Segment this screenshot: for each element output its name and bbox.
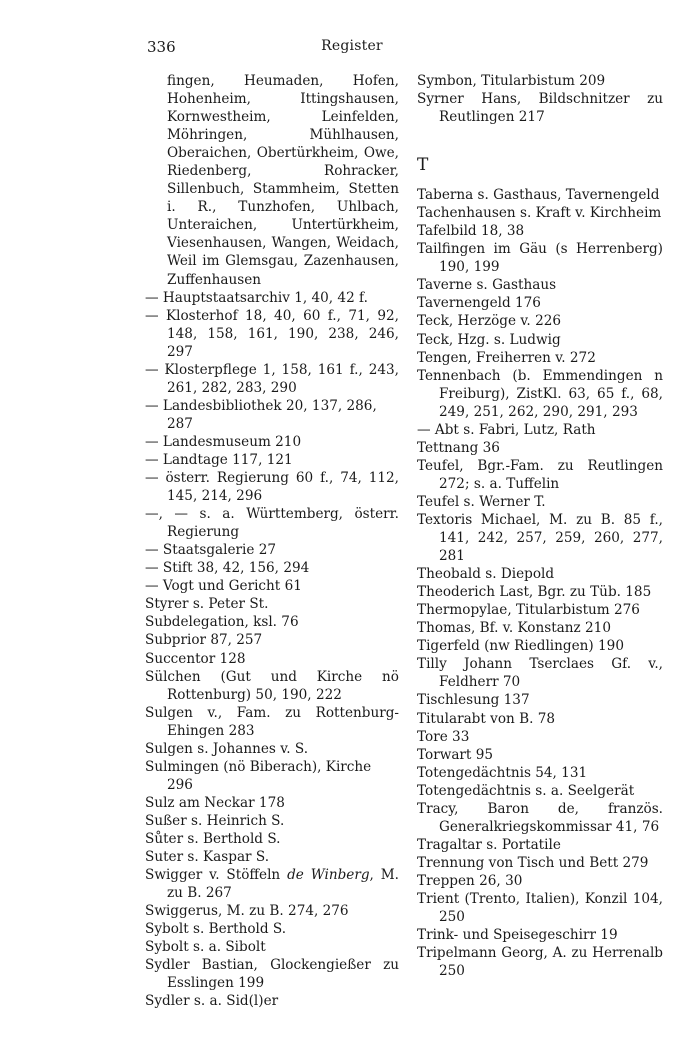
index-entry: — Klosterhof 18, 40, 60 f., 71, 92, 148, 158, 161, 190, 238, 246, 297 — [145, 307, 399, 360]
index-entry: Tragaltar s. Portatile — [417, 836, 561, 853]
index-entry: Sydler s. a. Sid(l)er — [145, 993, 279, 1010]
index-entry: — Hauptstaatsarchiv 1, 40, 42 f. — [145, 289, 368, 306]
index-entry: Subprior 87, 257 — [145, 632, 263, 649]
index-entry: — Landesmuseum 210 — [145, 433, 302, 450]
page-header — [147, 38, 557, 58]
index-entry: Sydler Bastian, Glockengießer zu Esslingen 199 — [145, 957, 399, 992]
index-entry: Trient (Trento, Italien), Konzil 104, 250 — [417, 890, 663, 926]
index-entry: Thermopylae, Titularbistum 276 — [417, 602, 640, 619]
index-entry: Subdelegation, ksl. 76 — [145, 614, 299, 631]
index-entry: — Vogt und Gericht 61 — [145, 578, 302, 595]
index-entry: Teufel, Bgr.-Fam. zu Reutlingen 272; s. a. Tuffelin — [417, 457, 663, 492]
index-entry: fingen, Heumaden, Hofen, Hohenheim, Ittingshausen, Kornwestheim, Leinfelden, Möhringen, Mühlhausen, Oberaichen, Obertürkheim, Owe, Riedenberg, Rohracker, Sillenbuch, Stammheim, Stetten i. R., Tunzhofen, Uhlbach, Unteraichen, Untertürkheim, Viesenhausen, Wangen, Weidach, Weil im Glemsgau, Zazenhausen, Zuffenhausen — [167, 73, 399, 288]
index-entry: Totengedächtnis s. a. Seelgerät — [417, 782, 635, 799]
index-entry: Tigerfeld (nw Riedlingen) 190 — [417, 638, 624, 655]
index-entry: — österr. Regierung 60 f., 74, 112, 145, 214, 296 — [145, 470, 399, 505]
entry-text: , M. zu B. 267 — [167, 867, 399, 902]
index-entry: Titularabt von B. 78 — [417, 710, 556, 727]
index-entry: — Landesbibliothek 20, 137, 286, 287 — [145, 397, 377, 432]
index-entry: Theoderich Last, Bgr. zu Tüb. 185 — [417, 584, 652, 601]
index-entry: Trink- und Speisegeschirr 19 — [417, 927, 618, 944]
index-entry: — Staatsgalerie 27 — [145, 542, 277, 559]
index-entry: Sulgen s. Johannes v. S. — [145, 740, 309, 757]
index-entry: Taverne s. Gasthaus — [417, 277, 557, 294]
index-entry: Teufel s. Werner T. — [417, 493, 546, 510]
index-entry: Sulmingen (nö Biberach), Kirche 296 — [145, 758, 372, 793]
index-entry: Succentor 128 — [145, 650, 246, 667]
page-number: 336 — [147, 38, 176, 56]
index-entry: Sülchen (Gut und Kirche nö Rottenburg) 50, 190, 222 — [145, 668, 399, 703]
index-entry: Tailfingen im Gäu (s Herrenberg) 190, 199 — [417, 241, 663, 276]
index-entry: Sulz am Neckar 178 — [145, 794, 285, 811]
index-entry: Trennung von Tisch und Bett 279 — [417, 854, 649, 871]
index-entry: — Klosterpflege 1, 158, 161 f., 243, 261, 282, 283, 290 — [145, 361, 399, 396]
entry-italic-text: de Winberg — [287, 867, 370, 884]
index-column-right — [417, 72, 663, 980]
index-entry: Treppen 26, 30 — [417, 872, 523, 889]
index-entry: Tischlesung 137 — [417, 692, 530, 709]
index-entry — [145, 866, 399, 902]
index-entry: Sůter s. Berthold S. — [145, 830, 281, 847]
index-entry: Styrer s. Peter St. — [145, 596, 269, 613]
index-entry: Tachenhausen s. Kraft v. Kirchheim — [417, 205, 662, 222]
index-entry: Tennenbach (b. Emmendingen n Freiburg), ZistKl. 63, 65 f., 68, 249, 251, 262, 290, 291, 293 — [417, 367, 663, 420]
index-entry: Textoris Michael, M. zu B. 85 f., 141, 242, 257, 259, 260, 277, 281 — [417, 511, 663, 565]
index-entry: Tracy, Baron de, französ. Generalkriegskommissar 41, 76 — [417, 800, 663, 835]
index-entry: Theobald s. Diepold — [417, 566, 555, 583]
index-column-left — [145, 72, 399, 1010]
index-entry: Syrner Hans, Bildschnitzer zu Reutlingen 217 — [417, 91, 663, 126]
index-entry: —, — s. a. Württemberg, österr. Regierung — [145, 506, 399, 541]
index-entry: Totengedächtnis 54, 131 — [417, 764, 588, 781]
index-entry: — Stift 38, 42, 156, 294 — [145, 560, 310, 577]
index-entry: Tafelbild 18, 38 — [417, 223, 525, 240]
index-entry: Teck, Herzöge v. 226 — [417, 313, 562, 330]
index-entry: Thomas, Bf. v. Konstanz 210 — [417, 620, 611, 637]
index-entry: Sußer s. Heinrich S. — [145, 812, 285, 829]
index-entry: Tripelmann Georg, A. zu Herrenalb 250 — [417, 945, 663, 980]
index-entry: Swiggerus, M. zu B. 274, 276 — [145, 903, 349, 920]
index-entry: Symbon, Titularbistum 209 — [417, 73, 606, 89]
index-entry: Taberna s. Gasthaus, Tavernengeld — [417, 187, 660, 204]
index-entry: Tettnang 36 — [417, 439, 500, 456]
index-entry: Teck, Hzg. s. Ludwig — [417, 331, 561, 348]
index-entry: Torwart 95 — [417, 746, 494, 763]
index-entry: Tavernengeld 176 — [417, 295, 541, 312]
index-entry: Sulgen v., Fam. zu Rottenburg-Ehingen 283 — [145, 704, 399, 739]
entry-text: Swigger v. Stöffeln — [145, 867, 281, 884]
section-letter: T — [417, 155, 429, 176]
index-entry: Sybolt s. a. Sibolt — [145, 939, 266, 956]
index-entry: Tengen, Freiherren v. 272 — [417, 349, 596, 366]
running-head: Register — [321, 38, 383, 54]
index-entry: — Landtage 117, 121 — [145, 451, 293, 468]
index-entry: — Abt s. Fabri, Lutz, Rath — [417, 421, 596, 438]
index-entry: Sybolt s. Berthold S. — [145, 921, 287, 938]
index-entry: Tore 33 — [417, 728, 470, 745]
index-entry: Suter s. Kaspar S. — [145, 849, 270, 866]
index-entry: Tilly Johann Tserclaes Gf. v., Feldherr 70 — [417, 656, 663, 691]
